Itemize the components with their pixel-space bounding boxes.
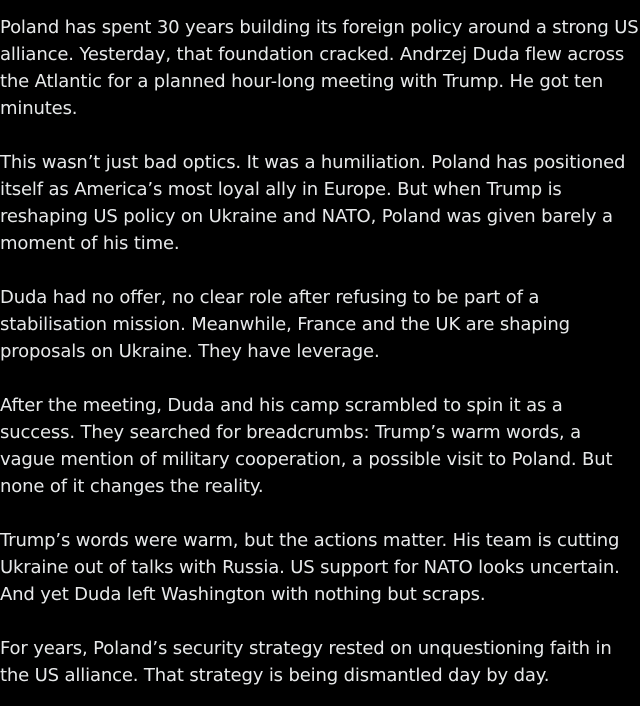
post-paragraph-3: Duda had no offer, no clear role after refusing to be part of a stabilisation mission. Meanwhile, France and the UK are shaping proposals on Ukraine. They have leverage. (0, 287, 570, 362)
post-paragraph-1: Poland has spent 30 years building its foreign policy around a strong US alliance. Yesterday, that foundation cracked. Andrzej Duda flew across the Atlantic for a planned hour-long meeting with Trump. He got ten minutes. (0, 17, 639, 119)
post-paragraph-4: After the meeting, Duda and his camp scrambled to spin it as a success. They searched for breadcrumbs: Trump’s warm words, a vague mention of military cooperation, a possible visit to Poland. But none of it changes the reality. (0, 395, 613, 497)
post-paragraph-2: This wasn’t just bad optics. It was a humiliation. Poland has positioned itself as America’s most loyal ally in Europe. But when Trump is reshaping US policy on Ukraine and NATO, Poland was given barely a moment of his time. (0, 152, 626, 254)
post-text-body (0, 14, 640, 689)
post-paragraph-5: Trump’s words were warm, but the actions matter. His team is cutting Ukraine out of talks with Russia. US support for NATO looks uncertain. And yet Duda left Washington with nothing but scraps. (0, 530, 620, 605)
post-paragraph-6: For years, Poland’s security strategy rested on unquestioning faith in the US alliance. That strategy is being dismantled day by day. (0, 638, 612, 686)
